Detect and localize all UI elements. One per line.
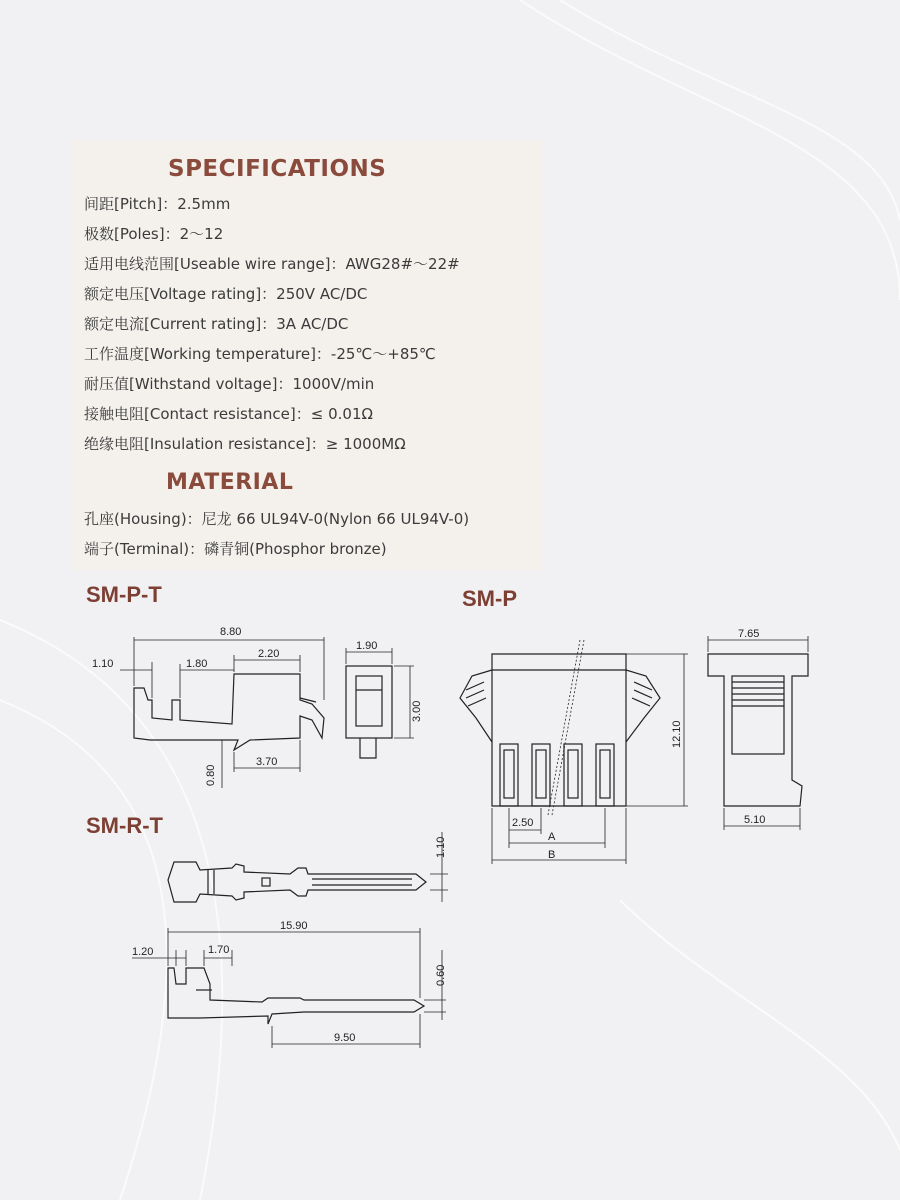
dim-sm-r-t-overall: 15.90 xyxy=(280,920,308,932)
sm-r-t-side-dims xyxy=(132,928,446,1048)
sm-p-t-side-view xyxy=(134,674,324,750)
dim-sm-p-height: 12.10 xyxy=(671,720,683,748)
sm-p-front-dims xyxy=(492,654,688,864)
material-housing: 孔座(Housing)：尼龙 66 UL94V-0(Nylon 66 UL94V-0) xyxy=(84,510,470,528)
sm-r-t-top-view xyxy=(168,862,426,902)
dim-sm-p-t-right: 2.20 xyxy=(258,648,280,660)
dim-sm-p-b: B xyxy=(548,849,556,861)
dim-sm-r-t-pin-len: 9.50 xyxy=(334,1032,356,1044)
dim-sm-r-t-left-tab: 1.20 xyxy=(132,946,154,958)
sm-p-side-view xyxy=(708,654,808,806)
sm-p-t-end-view xyxy=(346,666,392,758)
sm-r-t-title: SM-R-T xyxy=(86,813,163,838)
dim-sm-p-t-bottom-len: 3.70 xyxy=(256,756,278,768)
sm-p-title: SM-P xyxy=(462,586,517,611)
dim-sm-p-t-height: 3.00 xyxy=(411,700,423,722)
dim-sm-p-top-width: 7.65 xyxy=(738,628,760,640)
spec-poles: 极数[Poles]：2～12 xyxy=(84,225,224,243)
dim-sm-p-t-mid: 1.80 xyxy=(186,658,208,670)
dim-sm-p-t-bottom-thk: 0.80 xyxy=(205,764,217,786)
dim-sm-r-t-pin-dia: 1.10 xyxy=(435,836,447,858)
sm-p-t-title: SM-P-T xyxy=(86,582,162,607)
specifications-heading: SPECIFICATIONS xyxy=(168,156,387,182)
sm-p-t-side-dims xyxy=(120,637,324,788)
dim-sm-r-t-mid: 1.70 xyxy=(208,944,230,956)
spec-insulation-resistance: 绝缘电阻[Insulation resistance]：≥ 1000MΩ xyxy=(84,435,406,453)
material-terminal: 端子(Terminal)：磷青铜(Phosphor bronze) xyxy=(84,540,387,558)
dim-sm-p-pitch: 2.50 xyxy=(512,817,534,829)
dim-sm-p-side-depth: 5.10 xyxy=(744,814,766,826)
dim-sm-p-t-width: 1.90 xyxy=(356,640,378,652)
spec-voltage-rating: 额定电压[Voltage rating]：250V AC/DC xyxy=(84,285,368,303)
sm-p-front-view xyxy=(460,640,660,815)
spec-pitch: 间距[Pitch]：2.5mm xyxy=(84,195,231,213)
dim-sm-p-a: A xyxy=(548,831,556,843)
sm-p-side-dims xyxy=(708,636,808,830)
dim-sm-p-t-left-tab: 1.10 xyxy=(92,658,114,670)
spec-wire-range: 适用电线范围[Useable wire range]：AWG28#～22# xyxy=(84,255,460,273)
dim-sm-r-t-thk: 0.60 xyxy=(435,964,447,986)
dim-sm-p-t-overall: 8.80 xyxy=(220,626,242,638)
spec-withstand-voltage: 耐压值[Withstand voltage]：1000V/min xyxy=(84,375,375,393)
spec-working-temperature: 工作温度[Working temperature]：-25℃～+85℃ xyxy=(84,345,436,363)
spec-contact-resistance: 接触电阻[Contact resistance]：≤ 0.01Ω xyxy=(84,405,373,423)
material-heading: MATERIAL xyxy=(166,470,294,495)
sm-r-t-side-view xyxy=(168,968,424,1024)
spec-current-rating: 额定电流[Current rating]：3A AC/DC xyxy=(84,315,349,333)
